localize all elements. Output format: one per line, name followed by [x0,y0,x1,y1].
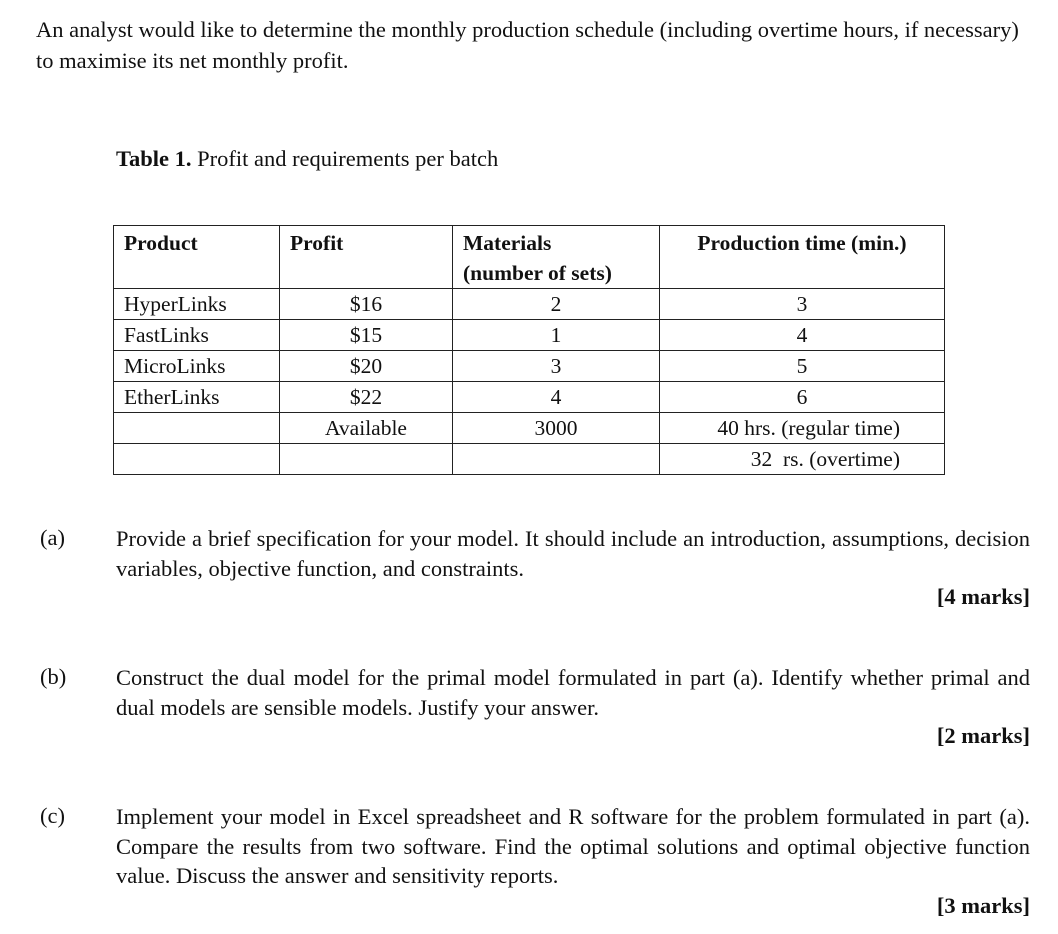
cell-time: 5 [660,351,945,382]
cell-time: 3 [660,289,945,320]
cell-profit: $15 [280,320,453,351]
cell-profit: $20 [280,351,453,382]
cell-empty [453,444,660,475]
cell-empty [114,413,280,444]
cell-materials: 1 [453,320,660,351]
cell-profit: $16 [280,289,453,320]
table-row [114,382,945,413]
question-a-label: (a) [40,525,65,550]
cell-materials: 4 [453,382,660,413]
table-caption-text: Profit and requirements per batch [191,146,499,171]
profit-requirements-table [113,225,945,475]
cell-time: 6 [660,382,945,413]
table-row [114,289,945,320]
cell-profit: $22 [280,382,453,413]
header-materials-line1: Materials [463,231,552,255]
question-b-text: Construct the dual model for the primal model formulated in part (a). Identify whether primal and dual models are sensible models. Justify your answer. [116,665,1030,720]
table-row [114,320,945,351]
intro-paragraph: An analyst would like to determine the monthly production schedule (including overtime hours, if necessary) to maximise its net monthly profit. [36,17,1019,73]
question-a-text: Provide a brief specification for your model. It should include an introduction, assumptions, decision variables, objective function, and constraints. [116,526,1030,581]
question-c-label: (c) [40,803,65,828]
table-row [114,351,945,382]
question-c-marks: [3 marks] [936,893,1030,918]
cell-overtime: 32 rs. (overtime) [660,444,945,475]
header-production-time: Production time (min.) [660,226,945,289]
cell-product: HyperLinks [114,289,280,320]
question-b-label: (b) [40,664,67,689]
table-row-available [114,413,945,444]
header-materials [453,226,660,289]
cell-available-label: Available [280,413,453,444]
cell-materials: 3 [453,351,660,382]
table-header-row [114,226,945,289]
header-product: Product [114,226,280,289]
cell-regular-time: 40 hrs. (regular time) [660,413,945,444]
header-profit: Profit [280,226,453,289]
cell-empty [280,444,453,475]
question-b-marks: [2 marks] [936,723,1030,748]
cell-materials: 2 [453,289,660,320]
header-materials-line2: (number of sets) [463,261,612,285]
cell-available-materials: 3000 [453,413,660,444]
cell-product: EtherLinks [114,382,280,413]
cell-product: MicroLinks [114,351,280,382]
table-row-overtime [114,444,945,475]
question-a-marks: [4 marks] [936,584,1030,609]
cell-time: 4 [660,320,945,351]
table-caption [116,146,498,172]
cell-product: FastLinks [114,320,280,351]
cell-empty [114,444,280,475]
question-c-text: Implement your model in Excel spreadsheet and R software for the problem formulated in part (a). Compare the results from two software. Find the optimal solutions and optimal objective function value. Discuss the answer and sensitivity reports. [116,804,1030,888]
table-caption-label: Table 1. [116,146,192,171]
